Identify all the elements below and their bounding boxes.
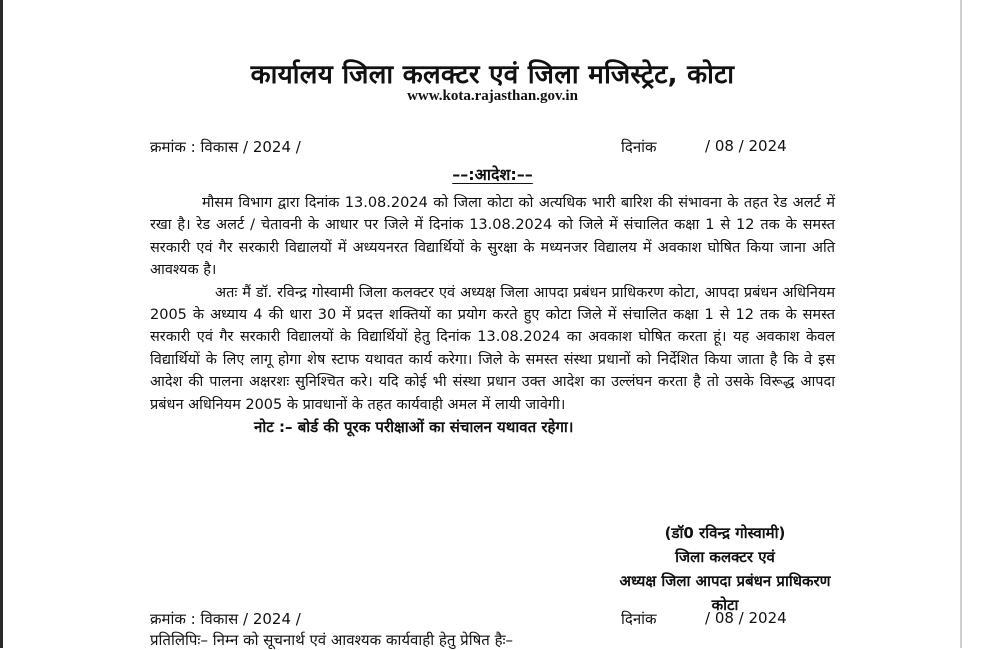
order-body	[150, 192, 835, 438]
paragraph-order: अतः मैं डॉ. रविन्द्र गोस्वामी जिला कलक्टर एवं अध्यक्ष जिला आपदा प्रबंधन प्राधिकरण कोटा, आपदा प्रबंधन अधिनियम 2005 के अध्याय 4 की धारा 30 में प्रदत्त शक्तियों का प्रयोग करते हुए कोटा जिले में संचालित कक्षा 1 से 12 तक के समस्त सरकारी एवं गैर सरकारी विद्यालयों के विद्यार्थियों हेतु दिनांक 13.08.2024 का अवकाश घोषित करता हूं। यह अवकाश केवल विद्यार्थियों के लिए लागू होगा शेष स्टाफ यथावत कार्य करेगा। जिले के समस्त संस्था प्रधानों को निर्देशित किया जाता है कि वे इस आदेश की पालना अक्षरशः सुनिश्चित करे। यदि कोई भी संस्था प्रधान उक्त आदेश का उल्लंघन करता है तो उसके विरूद्ध आपदा प्रबंधन अधिनियम 2005 के प्रावधानों के तहत कार्यवाही अमल में लायी जावेगी।	[150, 284, 835, 413]
reference-row-top	[150, 137, 800, 161]
signature-block	[560, 521, 890, 617]
date-label-copy: दिनांक	[621, 610, 657, 628]
reference-number: क्रमांक : विकास / 2024 /	[150, 138, 301, 156]
date-value: / 08 / 2024	[705, 137, 787, 155]
copy-to-line: प्रतिलिपिः– निम्न को सूचनार्थ एवं आवश्यक कार्यवाही हेतु प्रेषित हैः–	[150, 631, 514, 649]
reference-number-copy: क्रमांक : विकास / 2024 /	[150, 610, 301, 628]
office-title: कार्यालय जिला कलक्टर एवं जिला मजिस्ट्रेट, कोटा	[250, 60, 735, 90]
date-label: दिनांक	[621, 138, 657, 156]
note-line: नोट :– बोर्ड की पूरक परीक्षाओं का संचालन यथावत रहेगा।	[254, 418, 574, 437]
signatory-name: (डॉ0 रविन्द्र गोस्वामी)	[664, 524, 786, 542]
date-value-copy: / 08 / 2024	[705, 609, 787, 627]
order-heading: ––:आदेश:––	[452, 165, 533, 184]
paragraph-reason: मौसम विभाग द्वारा दिनांक 13.08.2024 को जिला कोटा को अत्यधिक भारी बारिश की संभावना के तहत रेड अलर्ट में रखा है। रेड अलर्ट / चेतावनी के आधार पर जिले में दिनांक 13.08.2024 को जिले में संचालित कक्षा 1 से 12 तक के समस्त सरकारी एवं गैर सरकारी विद्यालयों में अध्ययनरत विद्यार्थियों के सुरक्षा के मध्यनजर विद्यालय में अवकाश घोषित किया जाना अति आवश्यक है।	[150, 195, 835, 279]
signatory-designation-2: अध्यक्ष जिला आपदा प्रबंधन प्राधिकरण	[619, 572, 831, 590]
signatory-place: कोटा	[711, 596, 739, 614]
office-website: www.kota.rajasthan.gov.in	[407, 88, 578, 104]
signatory-designation-1: जिला कलक्टर एवं	[675, 548, 775, 566]
